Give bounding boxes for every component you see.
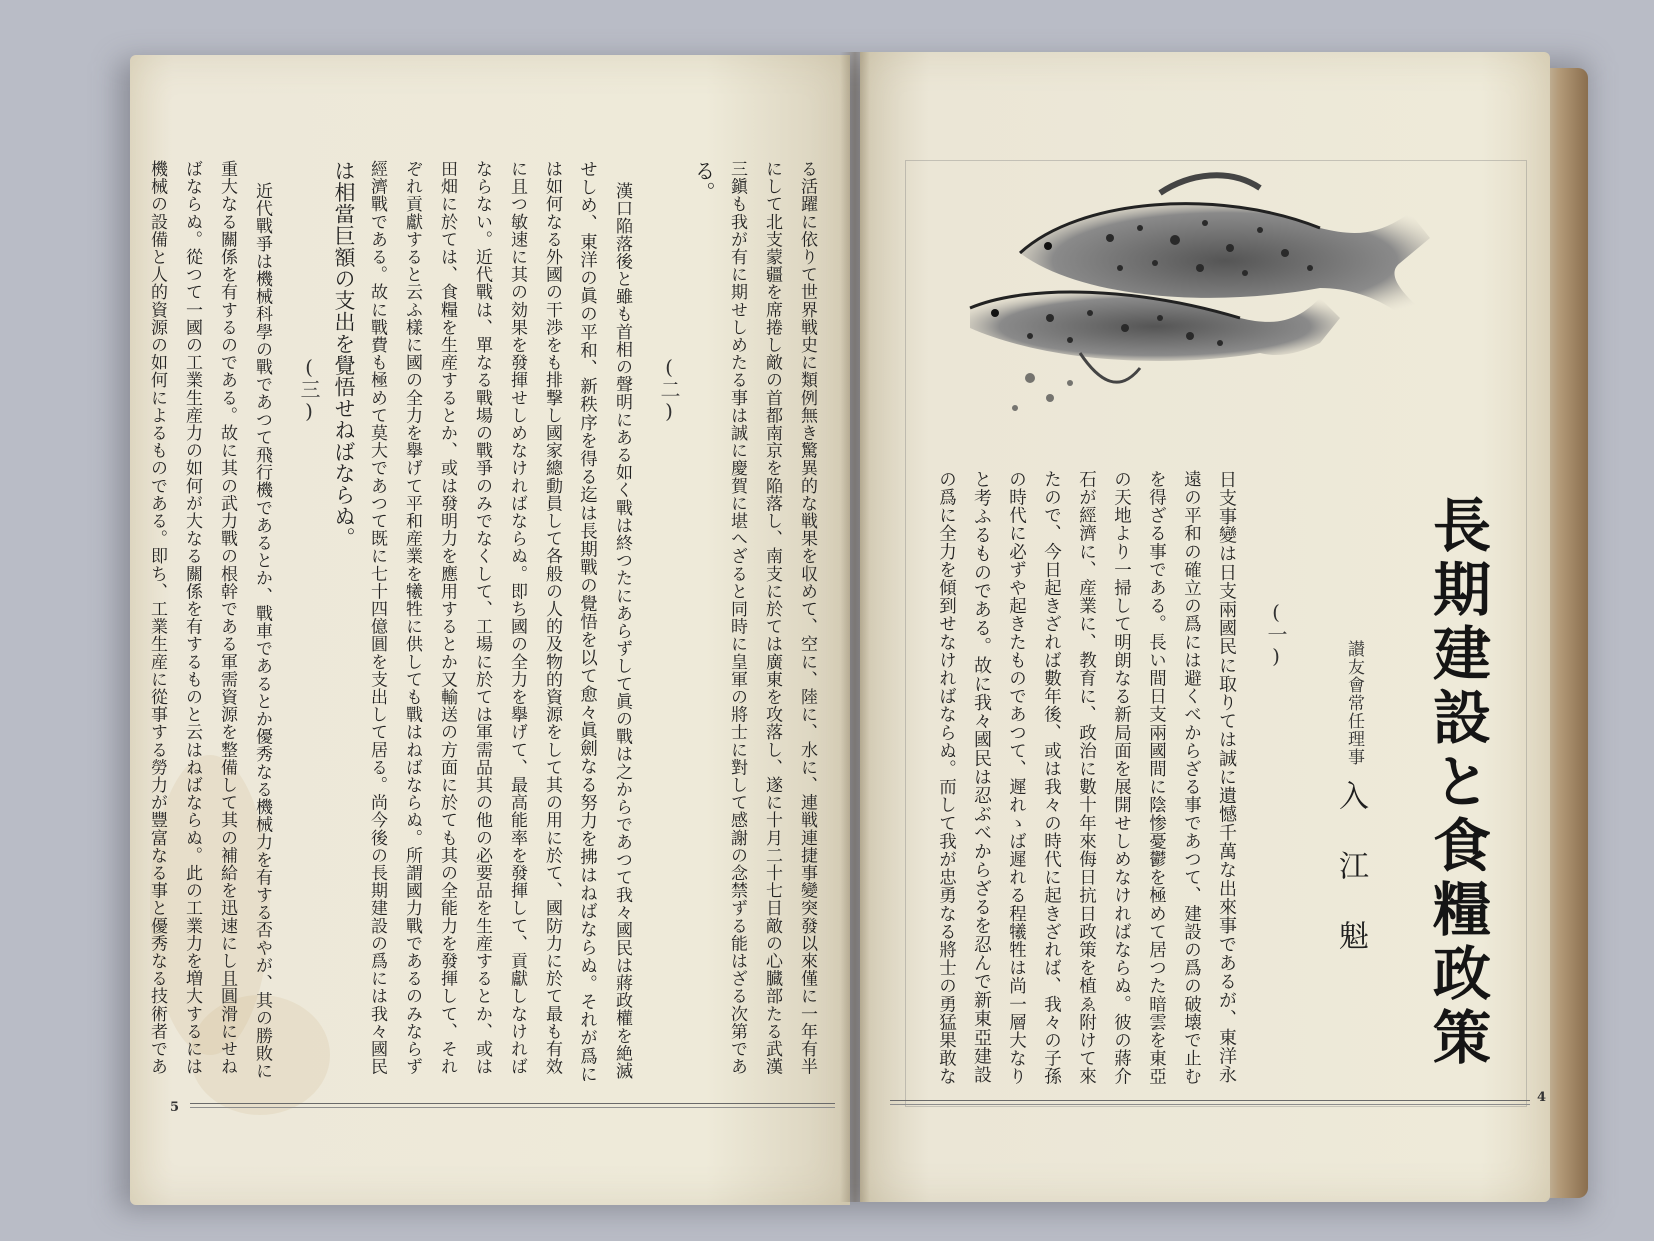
left-text-column: る。: [692, 160, 716, 204]
left-page-number: 5: [170, 1100, 180, 1115]
left-footer-rule: [190, 1103, 835, 1108]
section-heading-3: (三): [297, 355, 321, 423]
right-footer-rule: [890, 1100, 1530, 1105]
right-page-number: 4: [1537, 1090, 1547, 1105]
right-text-column: の爲に全力を傾到せなければならぬ。而して我が忠勇なる將士の勇猛果敢な: [936, 470, 957, 1086]
left-text-column: ならない。近代戰は、單なる戰場の戰爭のみでなくして、工場に於ては軍需品其の他の必要品を生産するとか、或は: [472, 160, 492, 1076]
left-text-column: 近代戰爭は機械科學の戰であつて飛行機であるとか、戰車であるとか優秀なる機械力を有する否やが、其の勝敗に: [252, 182, 272, 1080]
left-text-column: にして北支蒙疆を席捲し敵の首都南京を陥落し、南支に於ては廣東を攻落し、遂に十月二十七日敵の心臓部たる武漢: [762, 160, 782, 1076]
right-text-column: 遠の平和の確立の爲には避くべからざる事であつて、建設の爲の破壊で止む: [1181, 470, 1202, 1086]
right-text-column: 日支事變は日支兩國民に取りては誠に遺憾千萬な出來事であるが、東洋永: [1216, 470, 1237, 1084]
book-gutter: [840, 52, 870, 1202]
left-text-column: は相當巨額の支出を覺悟せねばならぬ。: [332, 160, 356, 549]
left-text-column: 機械の設備と人的資源の如何によるものである。即ち、工業生産に從事する勞力が豐富なる事と優秀なる技術者であ: [147, 160, 167, 1076]
left-text-column: 田畑に於ては、食糧を生産するとか、或は發明力を應用するとか又輸送の方面に於ても其の全能力を發揮して、それ: [437, 160, 457, 1076]
left-text-column: ばならぬ。從つて一國の工業生産力の如何が大なる關係を有するものと云はねばならぬ。此の工業力を増大するには: [182, 160, 202, 1076]
lower-fish-icon: [970, 292, 1340, 382]
article-title: 長期建設と食糧政策: [1423, 495, 1491, 1071]
left-text-column: る活躍に依りて世界戦史に類例無き驚異的な戦果を収めて、空に、陸に、水に、連戦連捷事變突發以來僅に一年有半: [797, 160, 817, 1076]
ink-splatter: [1012, 373, 1073, 411]
right-text-column: 石が經濟に、産業に、教育に、政治に數十年來侮日抗日政策を植ゑ附けて來: [1076, 470, 1097, 1086]
author-name: 入江魁: [1333, 780, 1368, 990]
right-text-column: と考ふるものである。故に我々國民は忍ぶべからざるを忍んで新東亞建設: [971, 470, 992, 1084]
section-heading-1: (一): [1264, 600, 1288, 668]
author-role: 讃友會常任理事: [1344, 640, 1364, 766]
right-text-column: の天地より一掃して明朗なる新局面を展開せしめなければならぬ。彼の蔣介: [1111, 470, 1132, 1086]
left-text-column: 漢口陥落後と雖も首相の聲明にある如く戰は終つたにあらずして眞の戰は之からであつて我々國民は蔣政權を絶滅: [612, 182, 632, 1080]
section-heading-2: (二): [657, 355, 681, 423]
left-text-column: ぞれ貢獻すると云ふ樣に國の全力を擧げて平和産業を犧牲に供しても戰はねばならぬ。所謂國力戰であるのみならず: [402, 160, 422, 1076]
left-text-column: 三鎭も我が有に期せしめたる事は誠に慶賀に堪へざると同時に皇軍の將士に對して感謝の念禁ずる能はざる次第であ: [727, 160, 747, 1076]
fish-illustration: [960, 168, 1480, 428]
left-text-column: 經濟戰である。故に戰費も極めて莫大であつて既に七十四億圓を支出して居る。尚今後の長期建設の爲には我々國民: [367, 160, 387, 1076]
right-text-column: たので、今日起きざれば數年後、或は我々の時代に起きざれば、我々の子孫: [1041, 470, 1062, 1086]
left-text-column: せしめ、東洋の眞の平和、新秩序を得る迄は長期戰の覺悟を以て愈々眞劍なる努力を拂はねばならぬ。それが爲に: [577, 160, 598, 1084]
left-text-column: 重大なる關係を有するのである。故に其の武力戰の根幹である軍需資源を整備して其の補給を迅速にし且圓滑にせね: [217, 160, 237, 1076]
right-text-column: を得ざる事である。長い間日支兩國間に陰惨憂鬱を極めて居つた暗雲を東亞: [1146, 470, 1167, 1086]
left-text-column: に且つ敏速に其の効果を發揮せしめなければならぬ。即ち國の全力を擧げて、最高能率を發揮して、貢獻しなければ: [507, 160, 527, 1076]
right-text-column: の時代に必ずや起きたものであつて、遲れゝば遲れる程犧牲は尚一層大なり: [1006, 470, 1027, 1086]
left-text-column: は如何なる外國の干渉をも排撃し國家總動員して各般の人的及物的資源をして其の用に於て、國防力に於て最も有效: [542, 160, 562, 1076]
